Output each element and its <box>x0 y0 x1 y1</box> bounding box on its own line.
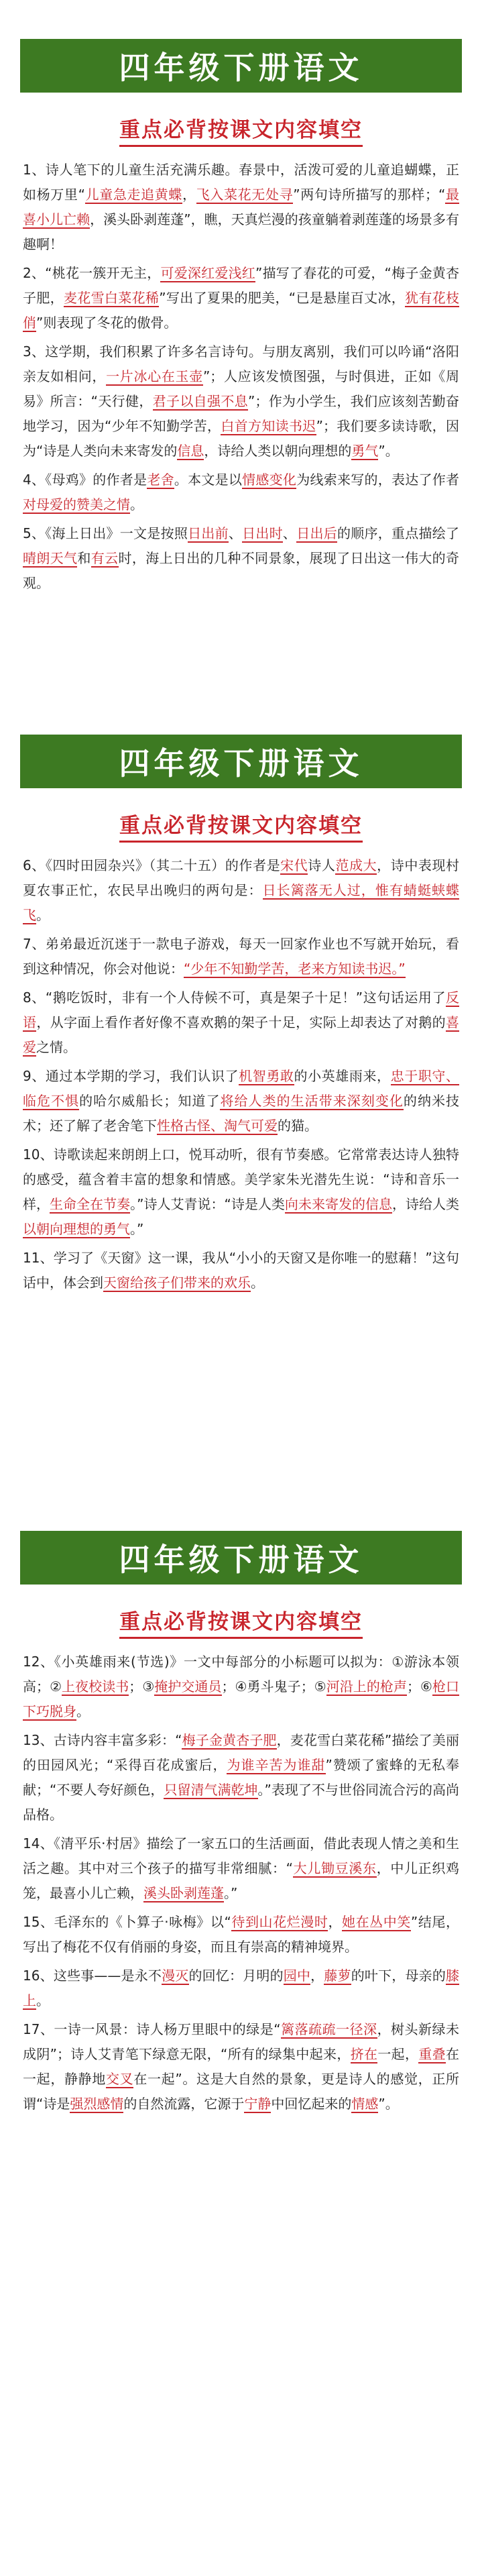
answer-text: 日出后 <box>296 525 337 541</box>
item-text: 。”诗人艾青说：“诗是人类 <box>130 1196 285 1212</box>
answer-text: 忠于职守、临危不惧 <box>23 1068 459 1109</box>
item-text: ”。 <box>378 443 399 459</box>
fill-in-item <box>23 521 459 596</box>
fill-in-item <box>23 932 459 981</box>
item-text: 的回忆：月明的 <box>188 1968 284 1984</box>
answer-text: 漫灭 <box>162 1968 189 1984</box>
section-subtitle <box>20 808 462 839</box>
answer-text: 大儿锄豆溪东 <box>293 1860 377 1876</box>
item-text: ，从字面上看作者好像不喜欢鹅的架子十足，实际上却表达了对鹅的 <box>36 1014 446 1030</box>
fill-in-item <box>23 339 459 464</box>
item-text: ”。 <box>378 2096 399 2112</box>
fill-in-item <box>23 468 459 517</box>
answer-text: 儿童急走追黄蝶 <box>84 186 183 203</box>
item-text: ，诗给人类 <box>392 1196 460 1212</box>
answer-text: 上夜校读书 <box>62 1678 129 1695</box>
section-2 <box>20 735 462 1299</box>
answer-text: 溪头卧剥莲蓬 <box>143 1885 224 1901</box>
item-text: 在一起”。这是大自然的景象，更是诗人的感觉，正所谓“诗是 <box>23 2071 460 2112</box>
item-text: ，诗中表现村夏农事正忙，农民早出晚归的两句是： <box>23 857 460 898</box>
fill-in-item <box>23 261 459 335</box>
answer-text: 日出前 <box>188 525 229 541</box>
answer-text: 情感变化 <box>242 472 297 488</box>
fill-in-item <box>23 1142 459 1242</box>
item-text: ”则表现了冬花的傲骨。 <box>36 315 178 331</box>
fill-in-item <box>23 853 459 928</box>
item-text: 为线索来写的，表达了作者 <box>296 472 460 488</box>
answer-text: 待到山花烂漫时 <box>231 1914 328 1930</box>
section-subtitle-text: 重点必背按课文内容填空 <box>119 118 363 147</box>
answer-text: 机智勇敢 <box>239 1068 294 1084</box>
answer-text: 反语 <box>23 989 459 1030</box>
item-text: 。 <box>76 1703 90 1719</box>
fill-in-item <box>23 1831 459 1906</box>
answer-text: 君子以自强不息 <box>152 393 248 409</box>
item-text: 11、学习了《天窗》这一课，我从“小小的天窗又是你唯一的慰藉！”这句话中，体会到 <box>23 1250 459 1291</box>
fill-in-item <box>23 1246 459 1295</box>
answer-text: 日长篱落无人过，惟有蜻蜓蛱蝶飞 <box>23 882 460 923</box>
section-1 <box>20 39 462 600</box>
item-text: 。” <box>130 1221 144 1237</box>
item-text: ， <box>328 1914 343 1930</box>
answer-text: 性格古怪、淘气可爱 <box>157 1118 278 1134</box>
item-text: ，诗给人类以朝向理想的 <box>204 443 352 459</box>
answer-text: 情感 <box>351 2096 379 2112</box>
item-text: 诗人 <box>308 857 336 873</box>
item-text: 12、《小英雄雨来(节选)》一文中每部分的小标题可以拟为：①游泳本领高；② <box>23 1654 459 1695</box>
item-text: ；④勇斗鬼子；⑤ <box>221 1678 326 1695</box>
item-text: 一起， <box>377 2046 419 2062</box>
answer-text: 犹有花枝俏 <box>23 290 460 331</box>
section-subtitle <box>20 113 462 143</box>
answer-text: 宁静 <box>244 2096 272 2112</box>
item-text: 。 <box>130 496 143 513</box>
item-text: 、 <box>282 525 297 541</box>
item-text: ”描写了春花的可爱，“梅子金黄杏子肥， <box>23 265 459 306</box>
item-text: 10、诗歌读起来朗朗上口，悦耳动听，很有节奏感。它常常表达诗人独特的感受，蕴含着丰富的想象和情感。美学家朱光潜先生说：“诗和音乐一样， <box>23 1146 459 1212</box>
item-text: 。 <box>251 1275 264 1291</box>
item-text: 1、诗人笔下的儿童生活充满乐趣。春景中，活泼可爱的儿童追蝴蝶，正如杨万里“ <box>23 162 459 203</box>
answer-text: 交叉 <box>106 2071 134 2087</box>
item-text: 。”表现了不与世俗同流合污的高尚品格。 <box>23 1782 459 1823</box>
item-text: ，中儿正织鸡笼，最喜小儿亡赖， <box>23 1860 460 1901</box>
item-text: ”两句诗所描写的那样；“ <box>293 186 446 203</box>
answer-text: 枪口下巧脱身 <box>23 1678 460 1719</box>
item-text: 8、“鹅吃饭时，非有一个人侍候不可，真是架子十足！”这句话运用了 <box>23 989 446 1006</box>
answer-text: 强烈感情 <box>70 2096 124 2112</box>
item-text: ， <box>182 186 196 203</box>
item-text: 3、这学期，我们积累了许多名言诗句。与朋友离别，我们可以吟诵“洛阳亲友如相问， <box>23 343 459 384</box>
answer-text: 对母爱的赞美之情 <box>23 496 130 513</box>
section-3 <box>20 1531 462 2121</box>
item-text: 的叶下，母亲的 <box>351 1968 446 1984</box>
item-text: 的顺序，重点描绘了 <box>337 525 460 541</box>
section-subtitle-text: 重点必背按课文内容填空 <box>119 1610 363 1639</box>
item-text: 在一起，静静地 <box>23 2046 460 2087</box>
item-text: 和 <box>77 550 91 566</box>
answer-text: 白首方知读书迟 <box>221 418 316 434</box>
item-text: 7、弟弟最近沉迷于一款电子游戏，每天一回家作业也不写就开始玩，看到这种情况，你会对他说： <box>23 936 459 977</box>
answer-text: 晴朗天气 <box>23 550 78 566</box>
fill-in-item <box>23 1910 459 1960</box>
answer-text: 范成大 <box>335 857 377 873</box>
item-text: 之情。 <box>36 1039 76 1055</box>
item-text: 9、通过本学期的学习，我们认识了 <box>23 1068 239 1084</box>
fill-in-item <box>23 1964 459 2013</box>
section-subtitle <box>20 1605 462 1635</box>
item-text: ”；作为小学生，我们应该刻苦勤奋地学习，因为“少年不知勤学苦， <box>23 393 459 434</box>
item-text: 的小英雄雨来， <box>294 1068 391 1084</box>
answer-text: 为谁辛苦为谁甜 <box>227 1757 326 1773</box>
item-text: ”结尾，写出了梅花不仅有俏丽的身姿，而且有崇高的精神境界。 <box>23 1914 460 1955</box>
item-text: ，溪头卧剥莲蓬”，瞧，天真烂漫的孩童躺着剥莲蓬的场景多有趣啊！ <box>23 211 459 252</box>
item-text: 15、毛泽东的《卜算子·咏梅》以“ <box>23 1914 231 1930</box>
item-text: 5、《海上日出》一文是按照 <box>23 525 188 541</box>
item-text: 17、一诗一风景：诗人杨万里眼中的绿是“ <box>23 2021 281 2037</box>
fill-in-item <box>23 1650 459 1724</box>
answer-text: 篱落疏疏一径深 <box>280 2021 377 2037</box>
answer-text: 园中 <box>283 1968 311 1984</box>
answer-text: 藤萝 <box>324 1968 351 1984</box>
item-text: 。” <box>224 1885 238 1901</box>
answer-text: 河沿上的枪声 <box>326 1678 407 1695</box>
answer-text: 向未来寄发的信息 <box>284 1196 392 1212</box>
answer-text: 只留清气满乾坤 <box>164 1782 258 1798</box>
section-banner: 四年级下册语文 <box>20 39 462 93</box>
answer-text: 最喜小儿亡赖 <box>23 186 460 227</box>
item-text: ，树头新绿未成阴”；诗人艾青笔下绿意无限，“所有的绿集中起来， <box>23 2021 460 2062</box>
section-subtitle-text: 重点必背按课文内容填空 <box>119 814 363 843</box>
answer-text: 挤在 <box>350 2046 378 2062</box>
item-text: ；⑥ <box>406 1678 432 1695</box>
fill-in-item <box>23 1064 459 1138</box>
item-text: ”；人应该发愤图强，与时俱进，正如《周易》所言：“天行健， <box>23 368 459 409</box>
answer-text: 勇气 <box>351 443 379 459</box>
answer-text: 可爱深红爱浅红 <box>160 265 256 281</box>
item-text: 的猫。 <box>278 1118 318 1134</box>
item-text: 的纳米技术；还了解了老舍笔下 <box>23 1093 460 1134</box>
fill-in-list <box>20 158 462 596</box>
item-text: 的自然流露，它源于 <box>123 2096 245 2112</box>
fill-in-list <box>20 1650 462 2116</box>
item-text: 14、《清平乐·村居》描绘了一家五口的生活画面，借此表现人情之美和生活之趣。其中对三个孩子的描写非常细腻：“ <box>23 1835 459 1876</box>
item-text: ；③ <box>129 1678 155 1695</box>
answer-text: 梅子金黄杏子肥 <box>182 1732 277 1748</box>
answer-text: 喜爱 <box>23 1014 460 1055</box>
fill-in-item <box>23 2017 459 2116</box>
answer-text: 有云 <box>91 550 119 566</box>
answer-text: 麦花雪白菜花稀 <box>63 290 160 306</box>
answer-text: 以朝向理想的勇气 <box>23 1221 130 1237</box>
item-text: 2、“桃花一簇开无主， <box>23 265 161 281</box>
answer-text: 宋代 <box>280 857 308 873</box>
item-text: 6、《四时田园杂兴》（其二十五）的作者是 <box>23 857 281 873</box>
answer-text: 生命全在节奏 <box>50 1196 131 1212</box>
answer-text: 膝上 <box>23 1968 460 2008</box>
item-text: 、 <box>228 525 243 541</box>
item-text: 16、这些事——是永不 <box>23 1968 162 1984</box>
answer-text: 她在丛中笑 <box>342 1914 411 1930</box>
item-text: 时，海上日出的几种不同景象，展现了日出这一伟大的奇观。 <box>23 550 460 591</box>
item-text: 。 <box>36 1992 50 2008</box>
item-text: ”赞颂了蜜蜂的无私奉献；“不要人夸好颜色， <box>23 1757 459 1798</box>
item-text: 4、《母鸡》的作者是 <box>23 472 147 488</box>
answer-text: 一片冰心在玉壶 <box>106 368 203 384</box>
section-banner: 四年级下册语文 <box>20 1531 462 1585</box>
answer-text: 信息 <box>177 443 204 459</box>
answer-text: 老舍 <box>147 472 174 488</box>
answer-text: 飞入菜花无处寻 <box>196 186 294 203</box>
fill-in-item <box>23 1728 459 1827</box>
item-text: ”写出了夏果的肥美，“已是悬崖百丈冰， <box>159 290 406 306</box>
section-banner: 四年级下册语文 <box>20 735 462 788</box>
item-text: ”；我们要多读诗歌，因为“诗是人类向未来寄发的 <box>23 418 459 459</box>
answer-text: 将给人类的生活带来深刻变化 <box>220 1093 404 1109</box>
item-text: 。本文是以 <box>174 472 243 488</box>
answer-text: 天窗给孩子们带来的欢乐 <box>103 1275 251 1291</box>
answer-text: “少年不知勤学苦，老来方知读书迟。” <box>184 961 406 977</box>
item-text: 的哈尔威船长；知道了 <box>79 1093 221 1109</box>
answer-text: 日出时 <box>242 525 283 541</box>
item-text: ，麦花雪白菜花稀”描绘了美丽的田园风光；“采得百花成蜜后， <box>23 1732 459 1773</box>
item-text: 13、古诗内容丰富多彩：“ <box>23 1732 182 1748</box>
fill-in-item <box>23 158 459 257</box>
answer-text: 重叠 <box>418 2046 446 2062</box>
item-text: 。 <box>36 907 50 923</box>
fill-in-list <box>20 853 462 1295</box>
fill-in-item <box>23 985 459 1060</box>
answer-text: 掩护交通员 <box>154 1678 222 1695</box>
item-text: 中回忆起来的 <box>271 2096 352 2112</box>
item-text: ， <box>310 1968 324 1984</box>
